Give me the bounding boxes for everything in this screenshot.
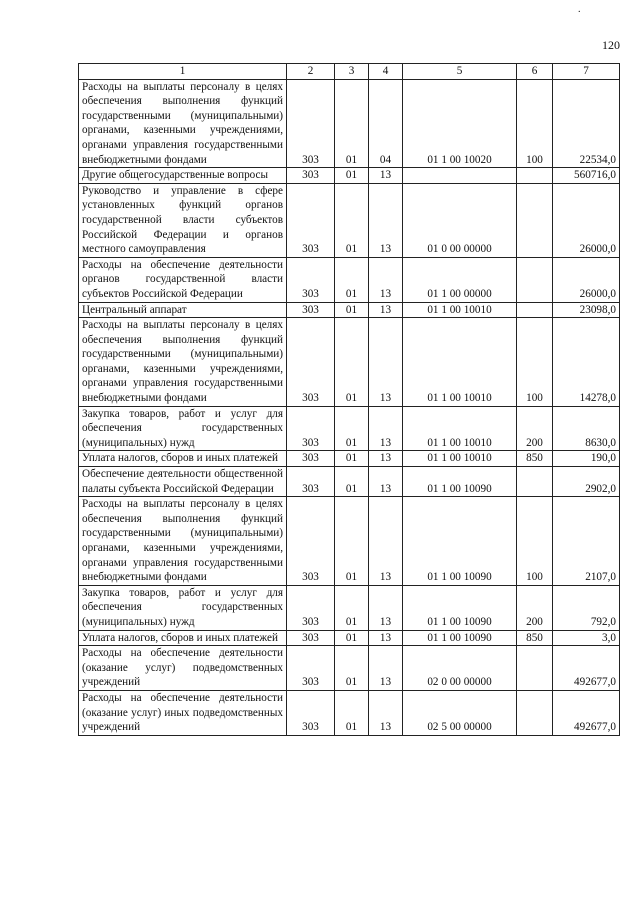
row-name: Руководство и управление в сфере установленных функций органов государственной власти субъектов Российской Федерации и органов местного самоуправления bbox=[79, 183, 287, 257]
row-name: Обеспечение деятельности общественной палаты субъекта Российской Федерации bbox=[79, 467, 287, 497]
row-ved: 303 bbox=[287, 646, 335, 691]
row-pr: 13 bbox=[369, 183, 403, 257]
row-pr: 13 bbox=[369, 497, 403, 586]
row-rz: 01 bbox=[335, 257, 369, 302]
row-name: Другие общегосударственные вопросы bbox=[79, 168, 287, 184]
row-csr bbox=[403, 168, 517, 184]
row-ved: 303 bbox=[287, 630, 335, 646]
row-ved: 303 bbox=[287, 497, 335, 586]
row-sum: 2107,0 bbox=[553, 497, 620, 586]
row-sum: 22534,0 bbox=[553, 79, 620, 168]
header-col-4: 4 bbox=[369, 64, 403, 80]
row-name: Расходы на обеспечение деятельности (оказание услуг) иных подведомственных учреждений bbox=[79, 690, 287, 735]
row-sum: 492677,0 bbox=[553, 646, 620, 691]
row-name: Расходы на выплаты персоналу в целях обеспечения выполнения функций государственными (муниципальными) органами, казенными учреждениями, органами управления государственными внебюджетными фондами bbox=[79, 79, 287, 168]
row-csr: 01 0 00 00000 bbox=[403, 183, 517, 257]
row-vr bbox=[517, 257, 553, 302]
header-col-1: 1 bbox=[79, 64, 287, 80]
row-vr bbox=[517, 168, 553, 184]
table-row bbox=[79, 318, 620, 407]
row-rz: 01 bbox=[335, 406, 369, 451]
row-sum: 23098,0 bbox=[553, 302, 620, 318]
row-sum: 560716,0 bbox=[553, 168, 620, 184]
row-sum: 792,0 bbox=[553, 585, 620, 630]
row-ved: 303 bbox=[287, 690, 335, 735]
row-ved: 303 bbox=[287, 257, 335, 302]
table-row bbox=[79, 79, 620, 168]
page-number: 120 bbox=[602, 38, 620, 52]
row-pr: 13 bbox=[369, 168, 403, 184]
table-row bbox=[79, 630, 620, 646]
row-name: Уплата налогов, сборов и иных платежей bbox=[79, 630, 287, 646]
row-pr: 13 bbox=[369, 646, 403, 691]
row-csr: 02 0 00 00000 bbox=[403, 646, 517, 691]
row-csr: 01 1 00 10090 bbox=[403, 467, 517, 497]
header-col-6: 6 bbox=[517, 64, 553, 80]
row-csr: 01 1 00 10090 bbox=[403, 630, 517, 646]
row-name: Центральный аппарат bbox=[79, 302, 287, 318]
table-row bbox=[79, 168, 620, 184]
row-vr bbox=[517, 690, 553, 735]
table-row bbox=[79, 183, 620, 257]
row-vr bbox=[517, 302, 553, 318]
row-rz: 01 bbox=[335, 168, 369, 184]
row-csr: 01 1 00 10090 bbox=[403, 497, 517, 586]
row-sum: 2902,0 bbox=[553, 467, 620, 497]
row-sum: 26000,0 bbox=[553, 183, 620, 257]
row-vr bbox=[517, 646, 553, 691]
row-rz: 01 bbox=[335, 585, 369, 630]
row-name: Расходы на обеспечение деятельности (оказание услуг) подведомственных учреждений bbox=[79, 646, 287, 691]
row-name: Расходы на выплаты персоналу в целях обеспечения выполнения функций государственными (муниципальными) органами, казенными учреждениями, органами управления государственными внебюджетными фондами bbox=[79, 497, 287, 586]
row-csr: 02 5 00 00000 bbox=[403, 690, 517, 735]
budget-table bbox=[78, 63, 620, 736]
table-row bbox=[79, 406, 620, 451]
row-vr: 100 bbox=[517, 497, 553, 586]
row-vr: 200 bbox=[517, 585, 553, 630]
row-ved: 303 bbox=[287, 302, 335, 318]
row-sum: 3,0 bbox=[553, 630, 620, 646]
table-row bbox=[79, 585, 620, 630]
row-rz: 01 bbox=[335, 451, 369, 467]
row-csr: 01 1 00 10090 bbox=[403, 585, 517, 630]
row-name: Расходы на выплаты персоналу в целях обеспечения выполнения функций государственными (муниципальными) органами, казенными учреждениями, органами управления государственными внебюджетными фондами bbox=[79, 318, 287, 407]
row-csr: 01 1 00 10010 bbox=[403, 302, 517, 318]
header-col-2: 2 bbox=[287, 64, 335, 80]
row-vr: 100 bbox=[517, 318, 553, 407]
row-ved: 303 bbox=[287, 467, 335, 497]
row-pr: 13 bbox=[369, 257, 403, 302]
row-vr: 100 bbox=[517, 79, 553, 168]
row-pr: 13 bbox=[369, 467, 403, 497]
row-ved: 303 bbox=[287, 406, 335, 451]
row-vr: 850 bbox=[517, 451, 553, 467]
row-sum: 492677,0 bbox=[553, 690, 620, 735]
header-col-7: 7 bbox=[553, 64, 620, 80]
row-csr: 01 1 00 10010 bbox=[403, 451, 517, 467]
table-row bbox=[79, 497, 620, 586]
row-rz: 01 bbox=[335, 318, 369, 407]
row-vr bbox=[517, 183, 553, 257]
row-vr: 850 bbox=[517, 630, 553, 646]
row-pr: 04 bbox=[369, 79, 403, 168]
row-pr: 13 bbox=[369, 318, 403, 407]
row-sum: 8630,0 bbox=[553, 406, 620, 451]
row-pr: 13 bbox=[369, 302, 403, 318]
row-pr: 13 bbox=[369, 451, 403, 467]
row-pr: 13 bbox=[369, 690, 403, 735]
header-col-5: 5 bbox=[403, 64, 517, 80]
row-rz: 01 bbox=[335, 497, 369, 586]
row-vr bbox=[517, 467, 553, 497]
table-row bbox=[79, 302, 620, 318]
table-row bbox=[79, 451, 620, 467]
row-rz: 01 bbox=[335, 183, 369, 257]
row-rz: 01 bbox=[335, 646, 369, 691]
row-name: Уплата налогов, сборов и иных платежей bbox=[79, 451, 287, 467]
row-ved: 303 bbox=[287, 79, 335, 168]
row-name: Закупка товаров, работ и услуг для обеспечения государственных (муниципальных) нужд bbox=[79, 585, 287, 630]
row-csr: 01 1 00 10020 bbox=[403, 79, 517, 168]
row-ved: 303 bbox=[287, 318, 335, 407]
row-ved: 303 bbox=[287, 585, 335, 630]
row-pr: 13 bbox=[369, 585, 403, 630]
row-csr: 01 1 00 10010 bbox=[403, 406, 517, 451]
row-rz: 01 bbox=[335, 690, 369, 735]
row-pr: 13 bbox=[369, 630, 403, 646]
table-row bbox=[79, 690, 620, 735]
row-rz: 01 bbox=[335, 302, 369, 318]
row-sum: 190,0 bbox=[553, 451, 620, 467]
row-name: Расходы на обеспечение деятельности органов государственной власти субъектов Российской Федерации bbox=[79, 257, 287, 302]
row-vr: 200 bbox=[517, 406, 553, 451]
table-row bbox=[79, 646, 620, 691]
row-name: Закупка товаров, работ и услуг для обеспечения государственных (муниципальных) нужд bbox=[79, 406, 287, 451]
table-row bbox=[79, 257, 620, 302]
table-row bbox=[79, 467, 620, 497]
header-col-3: 3 bbox=[335, 64, 369, 80]
row-sum: 14278,0 bbox=[553, 318, 620, 407]
row-ved: 303 bbox=[287, 451, 335, 467]
row-rz: 01 bbox=[335, 467, 369, 497]
corner-mark: . bbox=[578, 4, 581, 15]
row-rz: 01 bbox=[335, 630, 369, 646]
row-csr: 01 1 00 00000 bbox=[403, 257, 517, 302]
row-csr: 01 1 00 10010 bbox=[403, 318, 517, 407]
row-rz: 01 bbox=[335, 79, 369, 168]
row-ved: 303 bbox=[287, 168, 335, 184]
row-sum: 26000,0 bbox=[553, 257, 620, 302]
row-ved: 303 bbox=[287, 183, 335, 257]
row-pr: 13 bbox=[369, 406, 403, 451]
header-row bbox=[79, 64, 620, 80]
